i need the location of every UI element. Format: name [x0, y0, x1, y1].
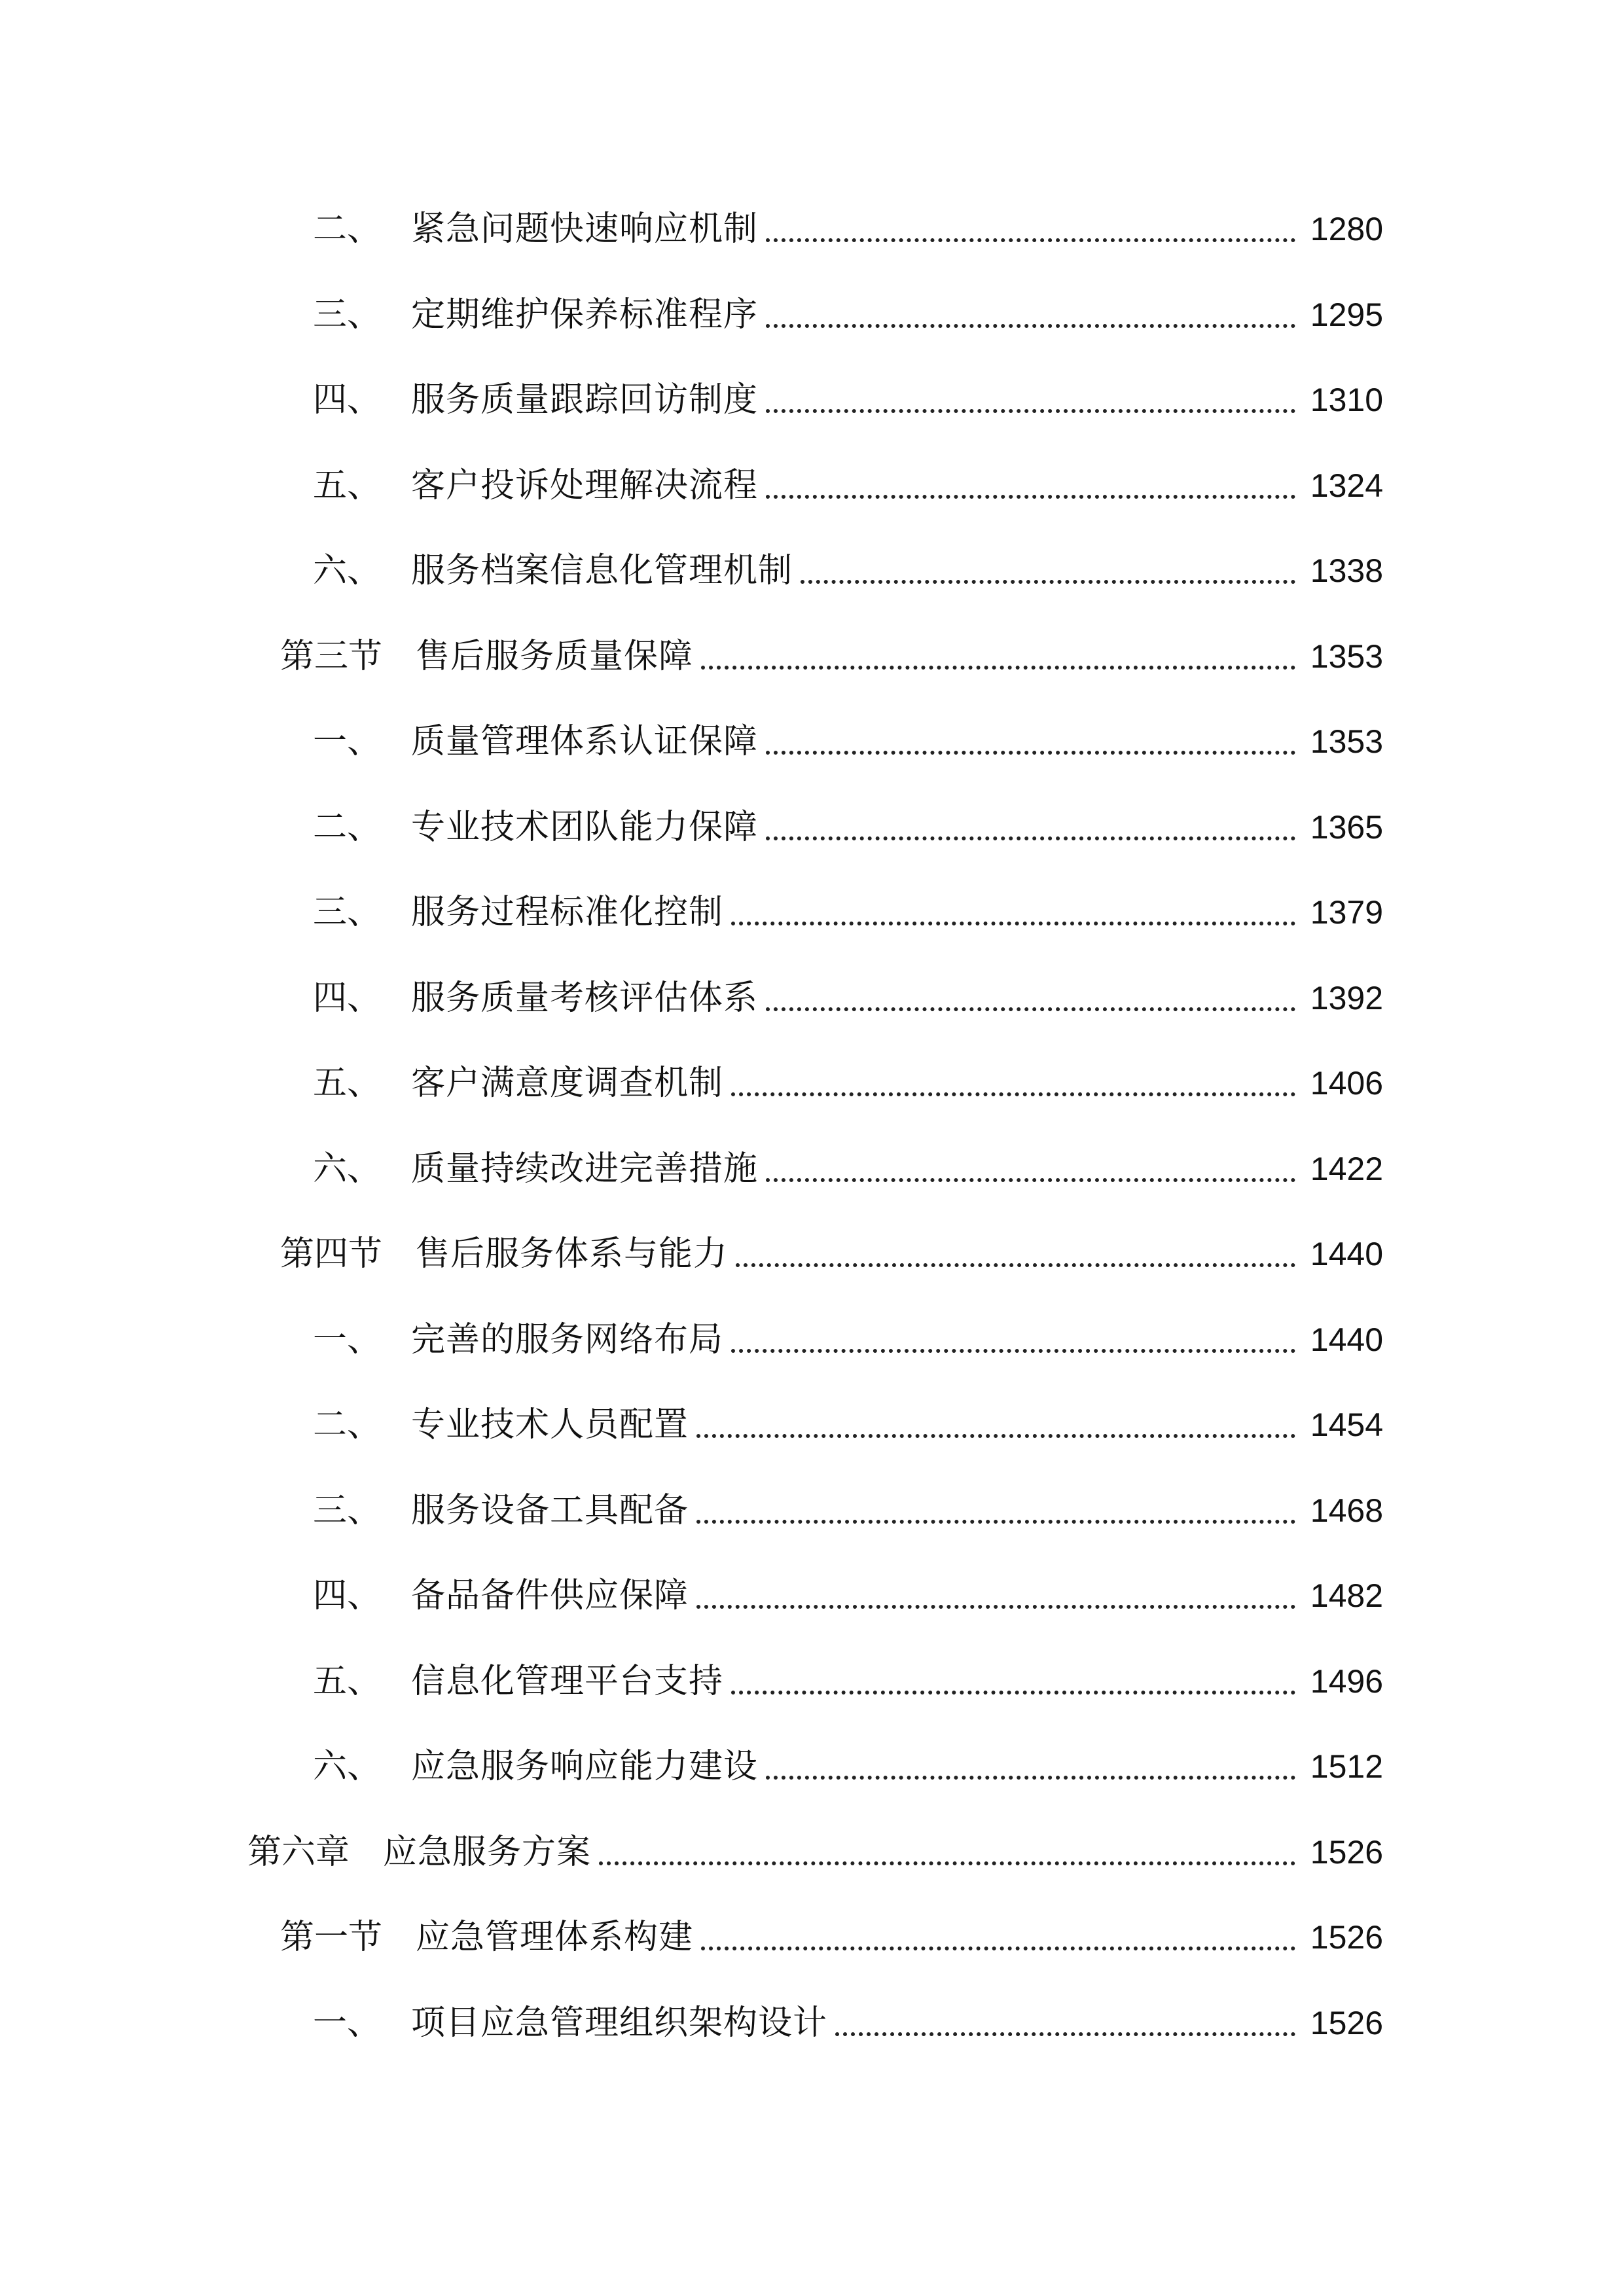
toc-entry-number: 第三节 [280, 636, 383, 676]
toc-entry-number: 二、 [313, 807, 382, 847]
dot-leader [696, 1408, 1295, 1442]
dot-leader [766, 725, 1295, 759]
toc-entry-page: 1468 [1310, 1492, 1383, 1529]
toc-entry-title: 应急服务方案 [383, 1832, 592, 1872]
toc-entry-number: 一、 [313, 1319, 382, 1359]
toc-entry[interactable] [0, 1468, 1624, 1554]
toc-entry[interactable] [0, 1297, 1624, 1383]
toc-entry-title: 紧急问题快速响应机制 [411, 209, 759, 249]
toc-entry-number: 第一节 [280, 1918, 383, 1958]
toc-entry-page: 1482 [1310, 1577, 1383, 1615]
toc-entry-title: 服务设备工具配备 [411, 1490, 689, 1530]
dot-leader [766, 981, 1295, 1015]
toc-entry-number: 四、 [313, 1576, 382, 1616]
dot-leader [736, 1237, 1295, 1271]
toc-entry-page: 1512 [1310, 1748, 1383, 1785]
toc-entry-title: 服务质量跟踪回访制度 [411, 380, 759, 420]
toc-entry[interactable] [0, 1639, 1624, 1725]
dot-leader [701, 1920, 1295, 1954]
dot-leader [731, 1323, 1295, 1357]
toc-entry-number: 六、 [313, 1747, 382, 1787]
toc-entry-page: 1295 [1310, 296, 1383, 333]
toc-entry-number: 第四节 [280, 1234, 383, 1274]
toc-entry-number: 五、 [313, 1661, 382, 1701]
toc-entry-title: 服务过程标准化控制 [411, 893, 724, 933]
toc-entry-title: 客户满意度调查机制 [411, 1064, 724, 1103]
toc-entry-title: 客户投诉处理解决流程 [411, 465, 759, 505]
dot-leader [766, 810, 1295, 844]
toc-entry-number: 四、 [313, 978, 382, 1018]
toc-entry[interactable] [0, 443, 1624, 529]
toc-entry-page: 1280 [1310, 211, 1383, 248]
toc-entry-page: 1440 [1310, 1321, 1383, 1358]
toc-section-entry[interactable] [0, 614, 1624, 700]
toc-entry-page: 1324 [1310, 467, 1383, 504]
toc-entry[interactable] [0, 187, 1624, 272]
toc-entry-title: 应急服务响应能力建设 [411, 1747, 759, 1787]
toc-entry-title: 售后服务体系与能力 [416, 1234, 729, 1274]
toc-entry-page: 1392 [1310, 979, 1383, 1016]
dot-leader [696, 1579, 1295, 1613]
toc-entry-number: 一、 [313, 722, 382, 762]
toc-entry-number: 三、 [313, 893, 382, 933]
dot-leader [731, 895, 1295, 929]
toc-entry[interactable] [0, 357, 1624, 443]
toc-entry[interactable] [0, 528, 1624, 614]
toc-entry-number: 三、 [313, 1490, 382, 1530]
dot-leader [701, 639, 1295, 673]
toc-entry[interactable] [0, 785, 1624, 870]
toc-entry-page: 1365 [1310, 808, 1383, 846]
toc-entry[interactable] [0, 272, 1624, 358]
toc-entry-page: 1440 [1310, 1236, 1383, 1273]
toc-entry-title: 质量管理体系认证保障 [411, 722, 759, 762]
toc-entry-number: 四、 [313, 380, 382, 420]
toc-entry-page: 1353 [1310, 723, 1383, 761]
toc-entry-number: 一、 [313, 2003, 382, 2043]
toc-entry-number: 二、 [313, 1405, 382, 1445]
toc-entry-title: 定期维护保养标准程序 [411, 295, 759, 334]
toc-entry-page: 1454 [1310, 1407, 1383, 1444]
dot-leader [766, 383, 1295, 417]
toc-entry-page: 1338 [1310, 552, 1383, 590]
toc-entry-page: 1526 [1310, 1919, 1383, 1956]
toc-entry-page: 1310 [1310, 382, 1383, 419]
toc-entry[interactable] [0, 1041, 1624, 1126]
dot-leader [731, 1664, 1295, 1698]
toc-entry-number: 五、 [313, 1064, 382, 1103]
dot-leader [766, 298, 1295, 332]
toc-entry-page: 1496 [1310, 1662, 1383, 1700]
dot-leader [696, 1494, 1295, 1528]
dot-leader [835, 2006, 1295, 2040]
toc-entry-title: 备品备件供应保障 [411, 1576, 689, 1616]
dot-leader [766, 469, 1295, 503]
toc-entry[interactable] [0, 1382, 1624, 1468]
toc-entry[interactable] [0, 1724, 1624, 1810]
toc-entry[interactable] [0, 870, 1624, 956]
toc-entry[interactable] [0, 1553, 1624, 1639]
dot-leader [766, 212, 1295, 246]
toc-entry-page: 1422 [1310, 1150, 1383, 1187]
dot-leader [731, 1066, 1295, 1100]
toc-entry-number: 第六章 [247, 1832, 350, 1872]
toc-entry-title: 专业技术团队能力保障 [411, 807, 759, 847]
dot-leader [599, 1835, 1295, 1869]
toc-entry-title: 信息化管理平台支持 [411, 1661, 724, 1701]
toc-entry-page: 1526 [1310, 1833, 1383, 1871]
toc-entry-number: 六、 [313, 1149, 382, 1189]
dot-leader [766, 1152, 1295, 1186]
toc-entry-number: 五、 [313, 465, 382, 505]
toc-entry-page: 1526 [1310, 2004, 1383, 2041]
toc-entry[interactable] [0, 1981, 1624, 2066]
toc-entry-title: 专业技术人员配置 [411, 1405, 689, 1445]
toc-entry[interactable] [0, 699, 1624, 785]
toc-entry-number: 三、 [313, 295, 382, 334]
toc-section-entry[interactable] [0, 1211, 1624, 1297]
toc-entry-title: 服务档案信息化管理机制 [411, 551, 793, 591]
toc-entry[interactable] [0, 1126, 1624, 1212]
dot-leader [766, 1749, 1295, 1784]
table-of-contents [0, 187, 1624, 2066]
toc-entry[interactable] [0, 956, 1624, 1041]
dot-leader [801, 554, 1295, 588]
toc-entry-page: 1406 [1310, 1065, 1383, 1102]
toc-entry-title: 售后服务质量保障 [416, 636, 694, 676]
toc-entry-title: 应急管理体系构建 [416, 1918, 694, 1958]
toc-chapter-entry[interactable] [0, 1810, 1624, 1895]
toc-entry-page: 1353 [1310, 637, 1383, 675]
toc-entry-title: 完善的服务网络布局 [411, 1319, 724, 1359]
toc-entry-title: 质量持续改进完善措施 [411, 1149, 759, 1189]
toc-entry-title: 项目应急管理组织架构设计 [411, 2003, 828, 2043]
toc-entry-title: 服务质量考核评估体系 [411, 978, 759, 1018]
toc-entry-number: 六、 [313, 551, 382, 591]
toc-section-entry[interactable] [0, 1895, 1624, 1981]
toc-entry-number: 二、 [313, 209, 382, 249]
toc-entry-page: 1379 [1310, 894, 1383, 931]
